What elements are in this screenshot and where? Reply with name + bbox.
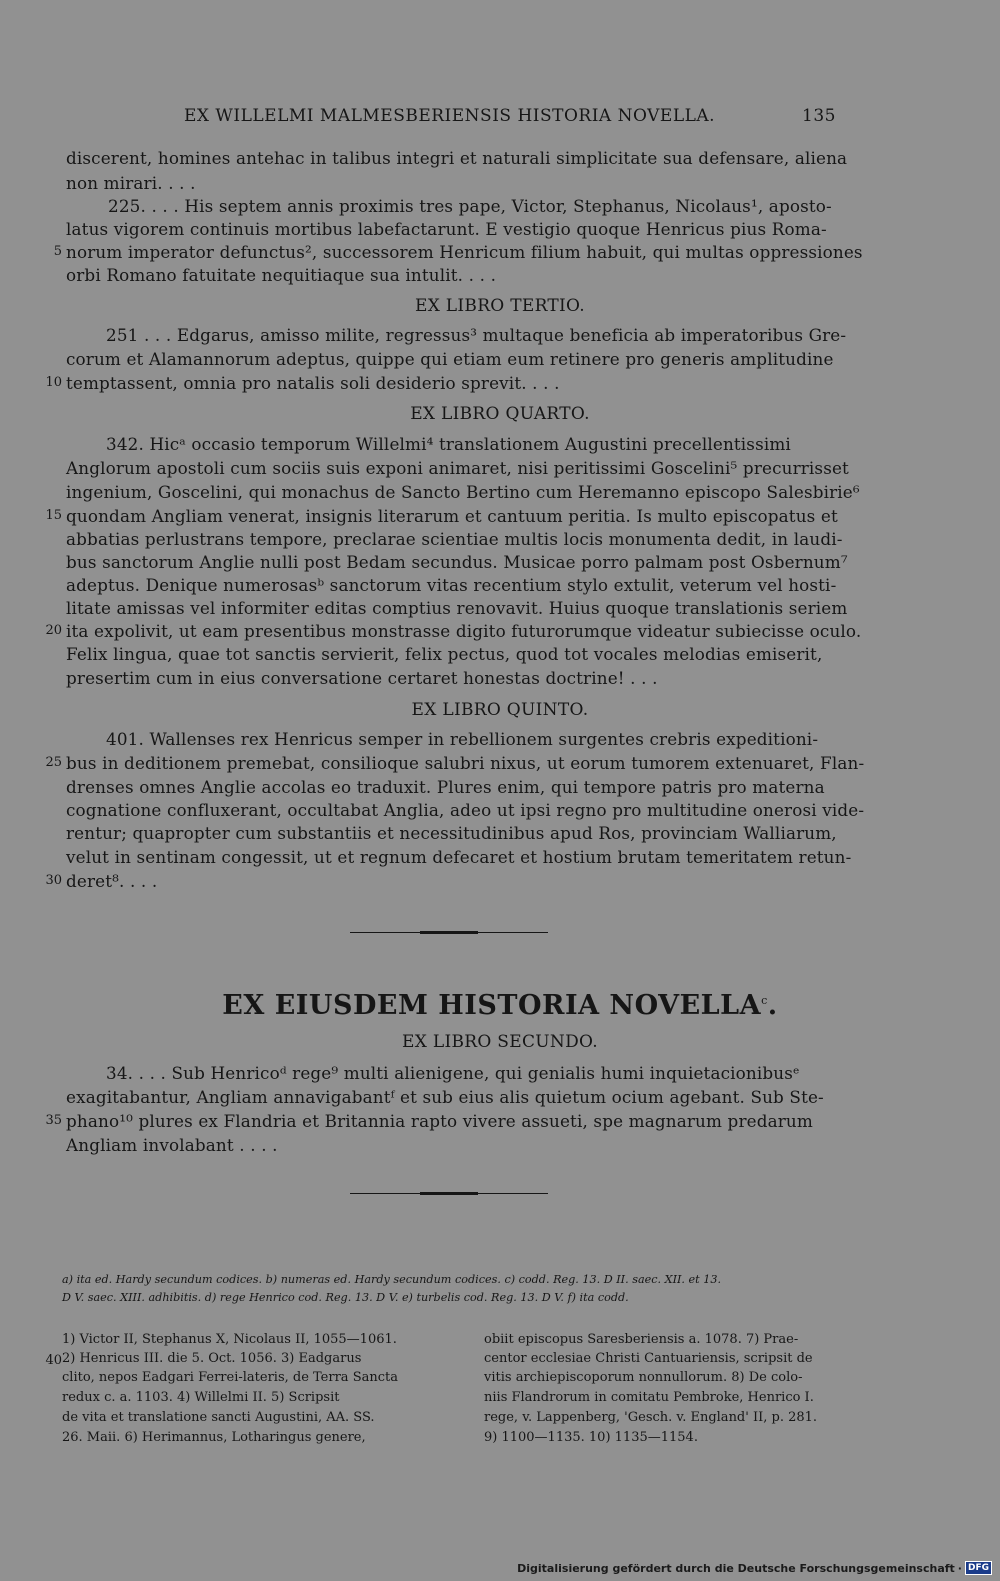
apparatus-line: a) ita ed. Hardy secundum codices. b) numeras ed. Hardy secundum codices. c) codd. Reg. 13. D II. saec. XII. et 13.	[62, 1273, 721, 1286]
text-line: quondam Angliam venerat, insignis literarum et cantuum peritia. Is multo episcopatus et	[66, 506, 838, 526]
text-line: phano¹⁰ plures ex Flandria et Britannia rapto vivere assueti, spe magnarum predarum	[66, 1111, 813, 1131]
section-heading: EX LIBRO QUINTO.	[411, 700, 589, 720]
footnote-line: 2) Henricus III. die 5. Oct. 1056. 3) Eadgarus	[62, 1351, 362, 1366]
footnote-line: obiit episcopus Saresberiensis a. 1078. 7) Prae-	[484, 1332, 799, 1347]
text-line: Angliam involabant . . . .	[66, 1135, 278, 1155]
text-line: deret⁸. . . .	[66, 871, 158, 891]
section-heading: EX LIBRO TERTIO.	[414, 296, 585, 316]
footnote-line: 26. Maii. 6) Herimannus, Lotharingus genere,	[62, 1430, 366, 1445]
running-title: EX WILLELMI MALMESBERIENSIS HISTORIA NOVELLA.	[184, 106, 716, 126]
section-title-note: c	[761, 994, 768, 1007]
line-number: 5	[53, 244, 62, 259]
footnote-line: redux c. a. 1103. 4) Willelmi II. 5) Scripsit	[62, 1390, 340, 1405]
text-line: discerent, homines antehac in talibus integri et naturali simplicitate sua defensare, aliena	[66, 148, 848, 168]
text-line: ingenium, Goscelini, qui monachus de Sancto Bertino cum Heremanno episcopo Salesbirie⁶	[66, 482, 860, 502]
text-line: 401. Wallenses rex Henricus semper in rebellionem surgentes crebris expeditioni-	[106, 729, 819, 749]
text-line: presertim cum in eius conversatione certaret honestas doctrine! . . .	[66, 668, 658, 688]
text-line: corum et Alamannorum adeptus, quippe qui etiam eum retinere pro generis amplitudine	[66, 349, 834, 369]
footnote-line: de vita et translatione sancti Augustini, AA. SS.	[62, 1410, 375, 1425]
dfg-logo-icon: DFG	[965, 1561, 992, 1575]
line-number: 35	[45, 1113, 62, 1128]
apparatus-line: D V. saec. XIII. adhibitis. d) rege Henrico cod. Reg. 13. D V. e) turbelis cod. Reg. 13. D V. f) ita codd.	[62, 1291, 629, 1304]
section-heading: EX LIBRO SECUNDO.	[402, 1032, 598, 1052]
text-line: norum imperator defunctus², successorem Henricum filium habuit, qui multas oppressiones	[66, 242, 863, 262]
text-line: litate amissas vel informiter editas comptius renovavit. Huius quoque translationis seriem	[66, 598, 848, 618]
footnote-line: centor ecclesiae Christi Cantuariensis, scripsit de	[484, 1351, 813, 1366]
digitization-credit	[517, 1561, 992, 1575]
section-heading: EX LIBRO QUARTO.	[410, 404, 590, 424]
ornamental-rule	[420, 1192, 478, 1195]
text-line: abbatias perlustrans tempore, preclarae scientiae multis locis monumenta dedit, in laudi-	[66, 529, 843, 549]
footnote-line: rege, v. Lappenberg, 'Gesch. v. England' II, p. 281.	[484, 1410, 818, 1425]
text-line: Felix lingua, quae tot sanctis servierit, felix pectus, quod tot vocales melodias emiserit,	[66, 644, 823, 664]
text-line: temptassent, omnia pro natalis soli desiderio sprevit. . . .	[66, 373, 560, 393]
text-line: rentur; quapropter cum substantiis et necessitudinibus apud Ros, provinciam Walliarum,	[66, 823, 837, 843]
text-line: non mirari. . . .	[66, 173, 196, 193]
text-line: cognatione confluxerant, occultabat Anglia, adeo ut ipsi regno pro multitudine onerosi vide-	[66, 800, 865, 820]
text-line: 342. Hicᵃ occasio temporum Willelmi⁴ translationem Augustini precellentissimi	[106, 434, 791, 454]
section-title-text: EX EIUSDEM HISTORIA NOVELLA	[222, 990, 762, 1021]
text-line: adeptus. Denique numerosasᵇ sanctorum vitas recentium stylo extulit, veterum vel hosti-	[66, 575, 837, 595]
text-line: 225. . . . His septem annis proximis tres pape, Victor, Stephanus, Nicolaus¹, aposto-	[108, 196, 832, 216]
text-line: orbi Romano fatuitate nequitiaque sua intulit. . . .	[66, 265, 497, 285]
line-number: 25	[45, 755, 62, 770]
footnote-line: 9) 1100—1135. 10) 1135—1154.	[484, 1430, 698, 1445]
text-line: velut in sentinam congessit, ut et regnum defecaret et hostium brutam temeritatem retun-	[66, 847, 852, 867]
line-number: 15	[45, 508, 62, 523]
footnote-line: 1) Victor II, Stephanus X, Nicolaus II, 1055—1061.	[62, 1332, 397, 1347]
ornamental-rule	[420, 931, 478, 934]
credit-text: Digitalisierung gefördert durch die Deutsche Forschungsgemeinschaft	[517, 1561, 955, 1575]
credit-separator: ·	[957, 1561, 962, 1575]
page-number: 135	[802, 106, 836, 126]
text-line: bus sanctorum Anglie nulli post Bedam secundus. Musicae porro palmam post Osbernum⁷	[66, 552, 848, 572]
line-number: 20	[45, 623, 62, 638]
text-line: bus in deditionem premebat, consilioque salubri nixus, ut eorum tumorem extenuaret, Flan-	[66, 753, 865, 773]
text-line: 34. . . . Sub Henricoᵈ rege⁹ multi alienigene, qui genialis humi inquietacionibusᵉ	[106, 1063, 800, 1083]
line-number: 10	[45, 375, 62, 390]
footnote-line: clito, nepos Eadgari Ferrei-lateris, de Terra Sancta	[62, 1370, 398, 1385]
text-line: exagitabantur, Angliam annavigabantᶠ et sub eius alis quietum ocium agebant. Sub Ste-	[66, 1087, 824, 1107]
line-number: 30	[45, 873, 62, 888]
footnote-line: niis Flandrorum in comitatu Pembroke, Henrico I.	[484, 1390, 814, 1405]
text-line: latus vigorem continuis mortibus labefactarunt. E vestigio quoque Henricus pius Roma-	[66, 219, 827, 239]
line-number: 40	[45, 1353, 62, 1368]
footnote-line: vitis archiepiscoporum nonnullorum. 8) De colo-	[484, 1370, 803, 1385]
text-line: drenses omnes Anglie accolas eo traduxit. Plures enim, qui tempore patris pro materna	[66, 777, 825, 797]
text-line: Anglorum apostoli cum sociis suis exponi animaret, nisi peritissimi Goscelini⁵ precurrisset	[66, 458, 849, 478]
text-line: ita expolivit, ut eam presentibus monstrasse digito futurorumque videatur subiecisse oculo.	[66, 621, 862, 641]
section-title: EX EIUSDEM HISTORIA NOVELLA$^c$.	[222, 990, 778, 1021]
text-line: 251 . . . Edgarus, amisso milite, regressus³ multaque beneficia ab imperatoribus Gre-	[106, 325, 847, 345]
